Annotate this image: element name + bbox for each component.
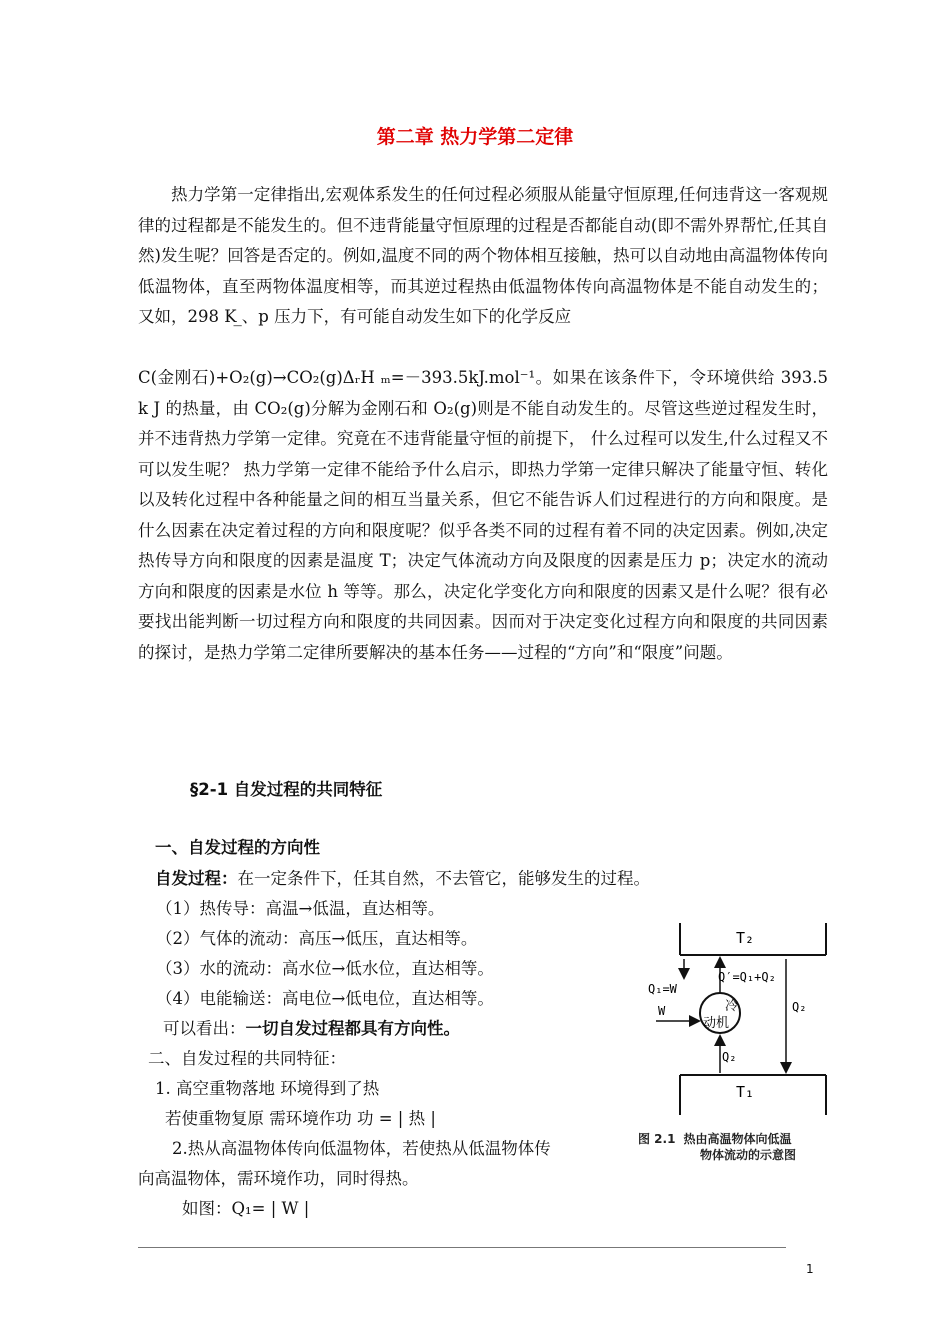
t-high-label: T₂ (736, 929, 755, 947)
list-item: （4）电能输送：高电位→低电位，直达相等。 (156, 989, 494, 1008)
q2-right-label: Q₂ (792, 1000, 807, 1014)
figure-number: 图 2.1 (638, 1132, 676, 1146)
caption-line-1: 热由高温物体向低温 (683, 1132, 792, 1146)
conclusion-bold: 一切自发过程都具有方向性。 (245, 1019, 460, 1038)
intro-paragraph-2: C(金刚石)+O₂(g)→CO₂(g)ΔᵣH ₘ=－393.5kJ.mol⁻¹。如果在该条件下，令环境供给 393.5 k J 的热量，由 CO₂(g)分解为金刚石和 O₂(g)则是不能自动发生的。尽管这些逆过程发生时，并不违背热力学第一定律。究竟在不违背能量守恒的前提下， 什么过程可以发生,什么过程又不可以发生呢？ 热力学第一定律不能给予什么启示，即热力学第一定律只解决了能量守恒、转化以及转化过程中各种能量之间的相互当量关系，但它不能告诉人们过程进行的方向和限度。是什么因素在决定着过程的方向和限度呢？似乎各类不同的过程有着不同的决定因素。例如,决定热传导方向和限度的因素是温度 T；决定气体流动方向及限度的因素是压力 p；决定水的流动方向和限度的因素是水位 h 等等。那么，决定化学变化方向和限度的因素又是什么呢？很有必要找出能判断一切过程方向和限度的共同因素。因而对于决定变化过程方向和限度的共同因素的探讨，是热力学第二定律所要解决的基本任务——过程的“方向”和“限度”问题。 (138, 368, 828, 662)
part2-item-3: 如图：Q₁= | W | (182, 1199, 310, 1218)
list-item: （3）水的流动：高水位→低水位，直达相等。 (156, 959, 494, 978)
q-prime-label: Q′=Q₁+Q₂ (718, 970, 776, 984)
part2-item-1b: 若使重物复原 需环境作功 功 = | 热 | (165, 1109, 436, 1128)
section-title: §2-1 自发过程的共同特征 (190, 780, 383, 799)
part2-item-2-line2: 向高温物体，需环境作功，同时得热。 (138, 1169, 419, 1188)
definition-text: 在一定条件下，任其自然，不去管它，能够发生的过程。 (237, 869, 650, 888)
conclusion-line (163, 1015, 460, 1039)
conclusion-prefix: 可以看出： (163, 1019, 246, 1038)
w-label: W (658, 1004, 666, 1018)
part2-item-2-line1: 2.热从高温物体传向低温物体，若使热从低温物体传 (172, 1139, 551, 1158)
page-number: 1 (806, 1262, 814, 1276)
heat-flow-diagram (640, 915, 840, 1120)
footer-rule (138, 1247, 786, 1248)
list-item: （1）热传导：高温→低温，直达相等。 (156, 899, 445, 918)
part2-item-1a: 1. 高空重物落地 环境得到了热 (155, 1079, 380, 1098)
t-low-label: T₁ (736, 1083, 755, 1101)
intro-paragraph-1: 热力学第一定律指出,宏观体系发生的任何过程必须服从能量守恒原理,任何违背这一客观规律的过程都是不能发生的。但不违背能量守恒原理的过程是否都能自动(即不需外界帮忙,任其自然)发生呢？回答是否定的。例如,温度不同的两个物体相互接触，热可以自动地由高温物体传向低温物体，直至两物体温度相等，而其逆过程热由低温物体传向高温物体是不能自动发生的；又如，298 K ̲、p 压力下，有可能自动发生如下的化学反应 (138, 185, 828, 326)
figure-caption (638, 1131, 796, 1163)
q2-bottom-label: Q₂ (722, 1050, 737, 1064)
chapter-title: 第二章 热力学第二定律 (376, 126, 574, 148)
q1-label: Q₁=W (648, 982, 677, 996)
definition-term: 自发过程： (155, 869, 238, 888)
part2-heading: 二、自发过程的共同特征： (148, 1049, 346, 1068)
part1-heading: 一、自发过程的方向性 (155, 838, 320, 857)
list-item: （2）气体的流动：高压→低压，直达相等。 (156, 929, 478, 948)
definition-line (155, 865, 650, 889)
caption-line-2: 物体流动的示意图 (700, 1148, 797, 1162)
engine-label-2: 动机 (703, 1016, 730, 1031)
engine-label-1: 冷 (725, 999, 739, 1014)
